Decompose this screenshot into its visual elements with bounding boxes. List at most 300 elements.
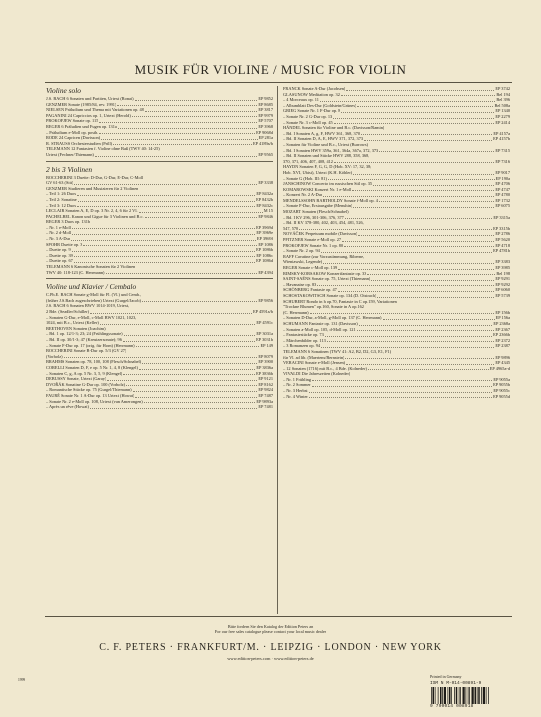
entry-title: – Albumblatt Des-Dur (Goldstein/Grünes) xyxy=(283,102,357,108)
entry-title: J.S. BACH 6 Sonaten BWV 1014-1019, Urtext, xyxy=(46,303,130,309)
entry-title: – 12 Sonaten (1716) mit B.c., 4 Bde. (Kolneder) xyxy=(283,365,367,371)
entry-title: – Sonate Nr. 2 op. 94 xyxy=(283,248,320,254)
entry-title: TWV 40: 118-123 (C. Herrmann) xyxy=(46,269,105,275)
barcode-bar xyxy=(477,687,478,704)
edition-number: EP 4781b xyxy=(493,248,510,254)
dot-leader xyxy=(77,206,255,207)
dot-leader xyxy=(78,201,256,202)
barcode-bar xyxy=(463,687,465,704)
edition-number: EP 9055c xyxy=(493,388,510,394)
dot-leader xyxy=(317,285,494,286)
edition-number: EP 9893a xyxy=(256,398,273,404)
entry-title: CORELLI Sonaten D, F, e op. 5 Nr. 1, 4, 8 (Klengel) xyxy=(46,364,138,370)
dot-leader xyxy=(310,313,495,314)
edition-number: EP 3968 xyxy=(258,123,273,129)
edition-number: EP 9055d xyxy=(493,393,510,399)
dot-leader xyxy=(142,301,257,302)
edition-number: EP 3836b xyxy=(256,370,273,376)
entry-title: JANSCHINOW Concerto im russischen Stil op. 35 xyxy=(283,181,373,187)
dot-leader xyxy=(117,105,257,106)
dot-leader xyxy=(379,201,494,202)
edition-number: EP 9852 xyxy=(258,96,273,101)
top-rule xyxy=(45,82,512,83)
edition-number: EP 4157a xyxy=(493,130,510,136)
entry-title: GENZMER Sonate (1985/84, rev. 1991) xyxy=(46,101,117,107)
dot-leader xyxy=(106,273,258,274)
edition-number: Bel 198 xyxy=(496,270,510,276)
edition-number: EP 190a xyxy=(495,175,510,181)
edition-number: EP 3315b xyxy=(493,225,510,231)
dot-leader xyxy=(341,112,494,113)
entry-title: – Präludium e-Moll op. posth. xyxy=(46,129,99,135)
dot-leader xyxy=(126,385,257,386)
dot-leader xyxy=(353,207,494,208)
edition-number: EP 3383 xyxy=(495,259,510,265)
column-divider xyxy=(277,86,278,614)
entry-title: PROKOFJEW Sonate Nr. 1 op. 80 xyxy=(283,242,344,248)
dot-leader xyxy=(373,185,494,186)
dot-leader xyxy=(113,144,252,145)
edition-number: EP 9291 xyxy=(495,276,510,282)
dot-leader xyxy=(123,374,255,375)
edition-number: EP 2367 xyxy=(495,326,510,332)
section-heading: 2 bis 3 Violinen xyxy=(46,164,93,174)
entry-title: – Teil 2: Sonatine xyxy=(46,196,77,202)
barcode-bar xyxy=(472,687,474,704)
entry-title: HAYDN Sonaten F, G, G, D (Hob. XV: 17, 32, 38; xyxy=(283,164,372,170)
entry-title: – Sonate Nr. 3 c-Moll op. 45 xyxy=(283,119,333,125)
dot-leader xyxy=(135,397,257,398)
barcode-bar xyxy=(431,687,432,704)
dot-leader xyxy=(100,324,256,325)
website-line: www.edition-peters.com · www.edition-peters.de xyxy=(227,656,314,661)
edition-number: EP 9565 xyxy=(258,151,273,157)
edition-number: EP 5620 xyxy=(495,237,510,243)
dot-leader xyxy=(345,218,493,219)
dot-leader xyxy=(83,245,257,246)
barcode-bar xyxy=(435,687,436,704)
section-rule xyxy=(46,278,273,279)
entry-title: – Sonaten G-Dur, e-Moll, c-Moll BWV 1021, 1023, xyxy=(46,314,137,320)
entry-title: – Nr. 1 e-Moll xyxy=(46,224,71,230)
edition-number: EP 9979 xyxy=(258,112,273,118)
entry-title: 370, 371, 406, 407, 408, 412 xyxy=(283,158,333,164)
entry-title: – Duette op. 39 xyxy=(46,252,73,258)
entry-title: PFITZNER Sonate e-Moll op. 27 xyxy=(283,237,342,243)
edition-number: EP 8432c xyxy=(256,202,273,208)
catalog-note-en: For our free sales catalogue please contact your local music dealer xyxy=(214,629,327,635)
dot-leader xyxy=(95,156,257,157)
catalog-entry xyxy=(46,270,273,276)
entry-title: (Vorholz) xyxy=(46,353,63,359)
catalog-entry xyxy=(46,152,273,158)
entry-title: – Nr. 3 Herbst xyxy=(283,388,308,394)
entry-title: GLASUNOW Meditation op. 32 xyxy=(283,91,340,97)
dot-leader xyxy=(142,363,257,364)
dot-leader xyxy=(320,101,495,102)
entry-title: SCHÖNBERG Fantasie op. 47 xyxy=(283,287,337,293)
entry-title: – Bd. II Sonaten und Stücke HWV 288, 358, 368, xyxy=(283,153,370,159)
dot-leader xyxy=(139,369,255,370)
right-column xyxy=(283,86,510,399)
dot-leader xyxy=(344,246,494,247)
entry-title: – Sonaten a-Moll op. 105, d-Moll op. 121 xyxy=(283,326,356,332)
edition-number: EP 3315a xyxy=(493,214,510,220)
entry-title: (früher J.S.Bach zugeschrieben) Urtext (Gurgel/Jacob) xyxy=(46,297,141,303)
dot-leader xyxy=(338,269,494,270)
dot-leader xyxy=(379,151,494,152)
barcode-bar xyxy=(488,687,489,704)
entry-title: – Nr. 2 Sommer xyxy=(283,382,311,388)
entry-title: LECLAIR Sonaten A, E, D op. 3 Nr. 2, 4, 6 für 2 Vl. xyxy=(46,208,138,214)
dot-leader xyxy=(323,196,494,197)
dot-leader xyxy=(358,235,494,236)
dot-leader xyxy=(334,123,495,124)
barcode-bar xyxy=(433,687,435,704)
barcode-bar xyxy=(486,687,487,704)
edition-number: EP 1086 xyxy=(258,241,273,247)
entry-title: Wieniawski, Legende) xyxy=(283,259,323,265)
entry-title: RIMSKY-KORSAKOW Konzertfantasie op. 33 xyxy=(283,270,367,276)
dot-leader xyxy=(77,195,255,196)
entry-title: PAGANINI 24 Capriccios op. 1, Urtext (Herold) xyxy=(46,112,131,118)
barcode-number: 9 790014 008918 xyxy=(430,704,474,709)
entry-title: 2 Bde. (Seadler/Schiller) xyxy=(46,309,90,314)
dot-leader xyxy=(327,341,495,342)
barcode-bar xyxy=(483,687,485,704)
dot-leader xyxy=(341,95,495,96)
edition-number: EP 6060 xyxy=(495,287,510,293)
entry-title: (C. Herrmann) xyxy=(283,309,309,315)
edition-number: M 15 xyxy=(263,208,273,214)
entry-title: MOZART Sonaten (Flesch/Schnabel) xyxy=(283,209,349,215)
dot-leader xyxy=(132,116,258,117)
entry-title: C.Ph.E. BACH Sonate g-Moll für Fl. (Vl.) und Cemb., xyxy=(46,292,142,298)
entry-title: – Nr. 2 d-Moll xyxy=(46,230,72,236)
entry-title: – Bd. II op. 30/1-3; 47 (Kreutzersonate); 96 xyxy=(46,336,122,342)
edition-number: EP 4394 xyxy=(258,269,273,275)
edition-number: EP 2372 xyxy=(495,337,510,343)
edition-number: Bel 508a xyxy=(494,102,510,108)
entry-title: SPOHR Duette op. 3 xyxy=(46,241,83,247)
edition-number: EP 6075 xyxy=(495,203,510,209)
entry-title: – Bd. I KV 296, 301-306, 376, 377 xyxy=(283,214,344,220)
dot-leader xyxy=(74,184,257,185)
barcode-bar xyxy=(451,687,452,704)
entry-title: – Bd. 1 op. 12/1-3; 23; 24 (Frühlingssonate) xyxy=(46,331,123,337)
dot-leader xyxy=(357,106,493,107)
dot-leader xyxy=(367,274,495,275)
entry-title: – Sonate G (Hob. III: 81) xyxy=(283,175,327,181)
entry-title: – 4 Morceaux op. 11 xyxy=(283,97,319,103)
entry-title: – Sonate Nr. 2 e-Moll op. 108, Urtext (van Amerongen) xyxy=(46,398,143,404)
entry-title: – Nr. 3 A-Dur xyxy=(46,236,71,242)
dot-leader xyxy=(99,122,257,123)
entry-title: – Duette op. 9 xyxy=(46,247,71,253)
dot-leader xyxy=(135,100,258,101)
edition-number: EP 4718 xyxy=(495,242,510,248)
barcode-bar xyxy=(481,687,482,704)
entry-title: – Fantasiestücke op. 73 xyxy=(283,332,324,338)
edition-number: EP 1086d xyxy=(256,258,273,264)
edition-number: EP 1086c xyxy=(256,252,273,258)
dot-leader xyxy=(312,380,492,381)
dot-leader xyxy=(325,336,492,337)
entry-title: FRANCK Sonate A-Dur (Jacobsen) xyxy=(283,86,346,91)
edition-number: EP 3969d xyxy=(256,224,273,230)
dot-leader xyxy=(74,262,255,263)
edition-number: EP 4591c xyxy=(256,320,273,326)
entry-title: MENDELSSOHN BARTHOLDY Sonate f-Moll op. 4 xyxy=(283,197,378,203)
entry-title: DVOŘÁK Sonatine G-Dur op. 100 (Vorholz) xyxy=(46,381,126,387)
entry-title: – Konzert Nr. 2 A-Dur xyxy=(283,192,323,198)
entry-title: – Après un rêve (Howat) xyxy=(46,404,89,410)
edition-number: EP 9856 xyxy=(258,297,273,303)
entry-title: – 3 Romanzen op. 94 xyxy=(283,343,321,349)
barcode-bar xyxy=(459,687,460,704)
edition-number: EP 9846 xyxy=(258,213,273,219)
entry-title: PROKOFJEW Sonate op. 115 xyxy=(46,118,99,124)
dot-leader xyxy=(90,408,257,409)
edition-number: EP 3969e xyxy=(256,230,273,236)
dot-leader xyxy=(383,319,495,320)
entry-title: – Bd. I Sonaten HWV 359a, 361, 364a, 367a, 372, 373 xyxy=(283,147,379,153)
section-heading: Violine und Klavier / Cembalo xyxy=(46,282,137,292)
entry-title: 1024, mit B.c., Urtext (Keller) xyxy=(46,320,99,326)
edition-number: EP 156a xyxy=(495,315,510,321)
entry-title: NIELSEN Präludium und Thema mit Variationen op. 48 xyxy=(46,107,144,113)
dot-leader xyxy=(72,251,256,252)
edition-number: EP 4780 xyxy=(495,192,510,198)
entry-title: HÄNDEL Sonaten für Violine und B.c. (Davisson/Ramin) xyxy=(283,125,385,131)
entry-title: BOCCHERINI 3 Duette: D-Dur, G-Dur, E-Dur, C-Moll xyxy=(46,174,144,180)
entry-title: TELEMANN 6 Sonatinen (TWV 41: A2, B2, D2, G3, E1, F1) xyxy=(283,348,392,354)
page-title: MUSIK FÜR VIOLINE / MUSIC FOR VIOLIN xyxy=(134,62,407,77)
dot-leader xyxy=(346,364,494,365)
catalog-entry xyxy=(283,394,510,400)
barcode-bar xyxy=(475,687,477,704)
dot-leader xyxy=(312,386,492,387)
barcode-graphic xyxy=(430,687,512,704)
dot-leader xyxy=(64,357,258,358)
entry-title: – Sonate Nr. 2 G-Dur op. 13 xyxy=(283,113,333,119)
catalog-note-de: Bitte fordern Sie den Katalog der Edition Peters an xyxy=(227,624,314,629)
barcode-bar xyxy=(438,687,439,704)
edition-number: EP 4747 xyxy=(495,186,510,192)
barcode-bar xyxy=(454,687,455,704)
edition-number: EP 2366b xyxy=(493,332,510,338)
dot-leader xyxy=(346,90,494,91)
entry-title: SAINT-SAËNS Sonate op. 75, Urtext (Thiemann) xyxy=(283,276,371,282)
entry-title: – Sonaten D-Dur, a-Moll, g-Moll op. 137 (C. Herrmann) xyxy=(283,315,382,321)
dot-leader xyxy=(361,134,492,135)
dot-leader xyxy=(345,358,494,359)
printed-in: Printed in Germany xyxy=(430,674,462,679)
entry-title: – Duette op. 67 xyxy=(46,258,73,264)
dot-leader xyxy=(309,392,493,393)
entry-title: – Bd. I Sonaten A, g, F, HWV 361, 368, 370 xyxy=(283,130,361,136)
edition-number: EP 9068d xyxy=(256,129,273,135)
footer-rule xyxy=(45,616,512,617)
edition-number: EP 5707 xyxy=(258,118,273,124)
dot-leader xyxy=(342,241,494,242)
edition-number: EP 7316 xyxy=(495,158,510,164)
entry-title: SCHOSTAKOWITSCH Sonate op. 134 (D. Oistrach) xyxy=(283,292,377,298)
entry-title: – Märchenbilder op. 113 xyxy=(283,337,326,343)
barcode-bar xyxy=(478,687,480,704)
entry-title: – Sonaten für Violine und B.c., Urtext (Burrows) xyxy=(283,141,369,147)
catalog-note xyxy=(0,624,541,635)
entry-title: TELEMANN 12 Fantasien f. Violine ohne Baß (TWV 40: 14-25) xyxy=(46,146,160,152)
dot-leader xyxy=(352,190,494,191)
barcode-bar xyxy=(468,687,469,704)
dot-leader xyxy=(359,325,493,326)
entry-title: REGER 6 Präludien und Fugen op. 131a xyxy=(46,123,117,129)
entry-title: – Teil 1: 26 Duos xyxy=(46,191,77,197)
edition-number: EP 9292 xyxy=(495,281,510,287)
edition-number: Bel 194 xyxy=(496,91,510,97)
entry-title: VERACINI Sonate e-Moll (Jensen) xyxy=(283,360,346,366)
dot-leader xyxy=(107,380,257,381)
entry-title: R. STRAUSS Orchesterstudien (Prill) xyxy=(46,140,113,146)
edition-number: EP 7487 xyxy=(258,392,273,398)
dot-leader xyxy=(323,263,494,264)
edition-number: EP 8685 xyxy=(258,101,273,107)
barcode-bar xyxy=(466,687,467,704)
edition-number: EP 8432a xyxy=(256,191,273,197)
dot-leader xyxy=(364,140,492,141)
entry-title: FAURÉ Sonate Nr. 1 A-Dur op. 13 Urtext (Howat) xyxy=(46,392,135,398)
edition-number: EP 2786 xyxy=(495,231,510,237)
dot-leader xyxy=(145,217,258,218)
entry-title: BRAHMS Sonaten op. 78, 100, 108 (Flesch/Schnabel) xyxy=(46,359,142,365)
edition-number: EP 9121 xyxy=(258,376,273,382)
dot-leader xyxy=(133,391,258,392)
entry-title: SCHUMANN Fantasie op. 131 (Davisson) xyxy=(283,320,358,326)
edition-number: EP 3338 xyxy=(258,180,273,186)
entry-title: BOCCHERINI Sonate B-Dur op. 5/3 (GV 27) xyxy=(46,348,127,354)
dot-leader xyxy=(123,341,255,342)
entry-title: TELEMANN 6 Kanonische Sonaten für 2 Violinen xyxy=(46,264,136,270)
edition-number: EP 9896 xyxy=(495,354,510,360)
edition-number: EP 3817 xyxy=(258,107,273,113)
edition-number: EP 3969f xyxy=(256,236,273,242)
entry-title: – Havanaise op. 83 xyxy=(283,281,317,287)
entry-title: – Nr. 1 Frühling xyxy=(283,376,311,382)
dot-leader xyxy=(101,139,257,140)
edition-number: EP 2387 xyxy=(495,343,510,349)
edition-number: EP 8432b xyxy=(256,196,273,202)
entry-title: REGER 3 Duos op. 131b xyxy=(46,219,91,225)
edition-number: EP 3031a xyxy=(256,331,273,337)
entry-title: BEETHOVEN Sonaten (Joachim) xyxy=(46,325,106,331)
entry-title: – Bd. II KV 378-380, 402, 403, 454, 481, 526, xyxy=(283,220,364,226)
edition-number: EP 3985 xyxy=(495,265,510,270)
barcode-bar xyxy=(448,687,449,704)
edition-number: EP 2279 xyxy=(495,113,510,119)
barcode-bar xyxy=(449,687,451,704)
edition-number: EP 1340 xyxy=(495,108,510,114)
edition-number: EP 7315 xyxy=(495,147,510,153)
dot-leader xyxy=(321,347,494,348)
entry-title: REGER Sonate c-Moll op. 139 xyxy=(283,265,338,270)
entry-title: Hob. XVI, Ubist), Urtext (K.H. Köhler) xyxy=(283,169,353,175)
entry-title: RODE 24 Capricen (Davisson) xyxy=(46,135,101,141)
edition-number: EP 156b xyxy=(495,309,510,315)
edition-number: EP 3900 xyxy=(258,359,273,365)
edition-number: EP 1732 xyxy=(495,197,510,203)
entry-title: – Teil 3: 12 Duos xyxy=(46,202,77,208)
edition-number: EP 8079 xyxy=(258,353,273,359)
dot-leader xyxy=(338,291,494,292)
entry-title: SCHUBERT Rondo in h op.70, Fantasie in C op.159, Variationen xyxy=(283,298,397,304)
edition-number: Bel 396 xyxy=(496,97,510,103)
entry-title: – Sonaten C, g, A op. 5 Nr. 3, 5, 9 (Klengel) xyxy=(46,370,123,376)
dot-leader xyxy=(145,111,258,112)
edition-number: EP 3836a xyxy=(256,364,273,370)
edition-number: EP 8162 xyxy=(258,381,273,387)
dot-leader xyxy=(144,402,256,403)
dot-leader xyxy=(334,162,494,163)
section-rule xyxy=(46,161,273,162)
dot-leader xyxy=(71,240,256,241)
edition-number: EP 4965a-d xyxy=(489,365,510,371)
barcode-bar xyxy=(469,687,470,704)
ismn-number: ISM N M-014-00891-9 xyxy=(430,681,482,686)
dot-leader xyxy=(321,252,492,253)
entry-title: VIVALDI Die Jahreszeiten (Kolneder) xyxy=(283,371,351,377)
edition-number: EP 281a xyxy=(258,135,273,141)
entry-title: "Trockne Blumen" op.160, Sonate in A op.162 xyxy=(283,304,364,310)
edition-number: EP 9055a xyxy=(493,376,510,382)
dot-leader xyxy=(124,335,256,336)
barcode-bar xyxy=(444,687,446,704)
entry-title: – Bd. II Sonaten D, A, E, HWV 371, 372, 373 xyxy=(283,136,364,142)
entry-title: PACHELBEL Kanon und Gigue für 3 Violinen und B.c. xyxy=(46,213,144,219)
edition-number: EP 4345 xyxy=(495,360,510,366)
barcode-bar xyxy=(460,687,461,704)
edition-number: EP 2414 xyxy=(495,119,510,125)
edition-number: EP 4591a/b xyxy=(253,309,273,314)
edition-number: EP 9055b xyxy=(493,382,510,388)
edition-number: EP 9017 xyxy=(495,169,510,175)
section-heading: Violine solo xyxy=(46,86,81,95)
entry-title: 547, 570 xyxy=(283,225,299,231)
dot-leader xyxy=(299,229,492,230)
entry-title: – Sonate F-Dur op. 17 (orig. für Horn) (Herrmann) xyxy=(46,342,135,348)
edition-number: EP 7481 xyxy=(258,404,273,410)
dot-leader xyxy=(377,297,494,298)
dot-leader xyxy=(371,280,494,281)
entry-title: – Sonate F-Dur, Erstausgabe (Menuhin) xyxy=(283,203,353,209)
edition-number: EP 4706 xyxy=(495,181,510,187)
dot-leader xyxy=(72,234,255,235)
catalog-entry xyxy=(46,404,273,410)
edition-number: EP 5739 xyxy=(495,292,510,298)
edition-number: EP 4157b xyxy=(493,136,510,142)
entry-title: – Nr. 4 Winter xyxy=(283,393,308,399)
dot-leader xyxy=(368,369,489,370)
dot-leader xyxy=(309,397,492,398)
dot-leader xyxy=(357,330,495,331)
edition-number: EP 4189a/b xyxy=(253,140,273,146)
edition-number: EP 9824 xyxy=(258,387,273,393)
entry-title: DEBUSSY Sonate, Urtext (Garay) xyxy=(46,376,107,382)
barcode-bar xyxy=(442,687,443,704)
entry-title: GENZMER Studieren und Musizieren für 2 Violinen xyxy=(46,185,139,191)
dot-leader xyxy=(74,256,256,257)
entry-title: RAFF Cavatine (zur Vorzustimmung, Riberne, xyxy=(283,253,365,259)
